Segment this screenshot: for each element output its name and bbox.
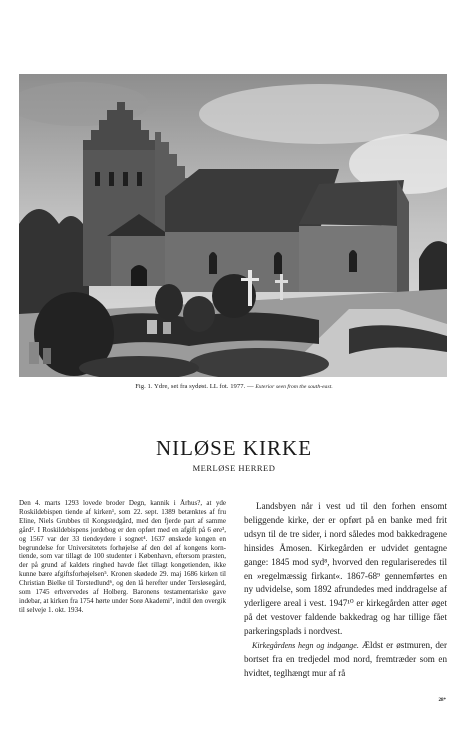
page-title: NILØSE KIRKE (155, 436, 313, 460)
left-column-paragraph: Den 4. marts 1293 lovede broder Degn, kannik i Århus?, at yde Roskildebispen tiende af kirken¹, som 22. sept. 1389 betænktes af fru Eline, Niels Grubbes til Kongstedgård, med den fjerde part af samme gård². I Roskildebispens jordebog er den opført med en afgift på 6 øre³, og 1567 var der 33 tiendeydere i sognet⁴. 1637 ønskede kongen en begrundelse for Universitetets forhøjelse af den del af kongens korn-tiende, som var tillagt de 100 studenter i København, eftersom præsten, der på grund af kaldets ringhed havde fået tillagt kongetienden, ikke kunne bære afgiftsforhøjelsen⁵. Kronen skødede 29. maj 1686 kirken til Christian Bielke til Torstedlund⁶, og den lå herefter under Tersløsegård, som 1745 erhvervedes af Holberg. Baronens testamentariske gave indebar, at kirken fra 1754 hørte under Sorø Akademi⁷, indtil den overgik til selveje 1. okt. 1934. (19, 499, 226, 614)
church-photograph (19, 74, 447, 377)
left-column (19, 499, 226, 615)
section-heading: Kirkegårdens hegn og indgange. (252, 641, 359, 651)
right-column (244, 500, 447, 681)
right-column-paragraph-1: Landsbyen når i vest ud til den forhen ensomt beliggende kirke, der er opført på en banke med frit udsyn til de tre sider, i nord således mod bakkedragene hinsides Åmosen. Kirkegården er udvidet gentagne gange: 1845 mod syd⁸, hvorved den regulariseredes til en »regelmæssig firkant«. 1867-68⁹ gennemførtes en ny udvidelse, som 1892 afrundedes med inddragelse af yderligere areal i vest. 1947¹⁰ er kirkegården atter øget på det vestover faldende bakkedrag og har tillige fået parkeringsplads i nordvest. (244, 501, 447, 637)
page-number: 28* (438, 698, 446, 703)
right-column-paragraph-2 (244, 639, 447, 681)
caption-english: Exterior seen from the south-east. (255, 384, 333, 390)
caption-danish: Fig. 1. Ydre, set fra sydøst. LL fot. 1977. — (135, 383, 254, 390)
figure-caption (0, 383, 468, 390)
section-text: Ældst er østmuren, der bortset fra en tredjedel mod nord, fremtræder som en hvidtet, teglhængt mur af rå (244, 640, 447, 678)
page-subtitle: MERLØSE HERRED (192, 463, 276, 473)
